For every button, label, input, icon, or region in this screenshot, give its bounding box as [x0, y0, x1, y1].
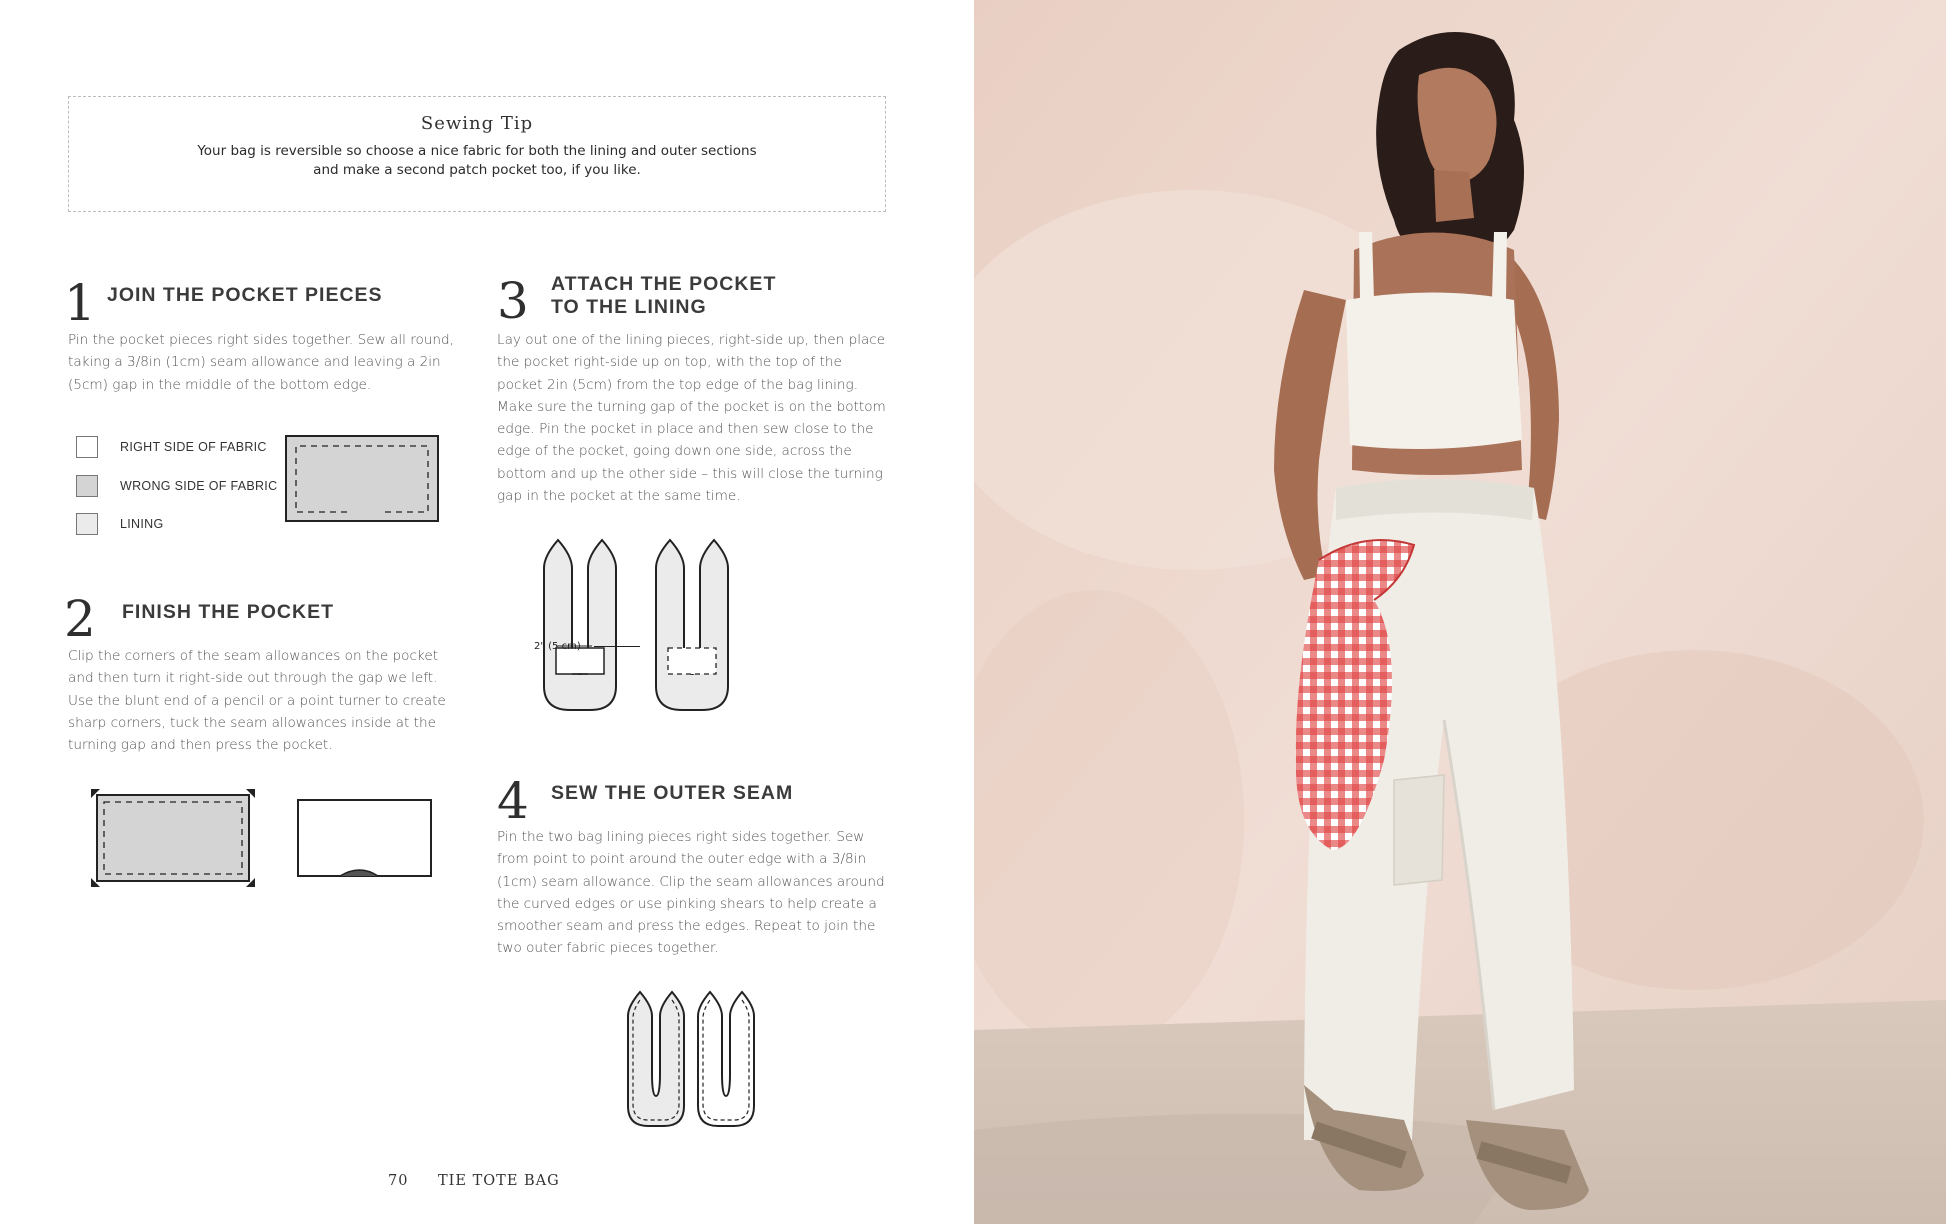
step-2-title: FINISH THE POCKET — [122, 601, 335, 623]
step-4-title: SEW THE OUTER SEAM — [551, 782, 794, 804]
step-3-title-line-2: TO THE LINING — [551, 296, 707, 318]
legend-label-right-side: RIGHT SIDE OF FABRIC — [120, 440, 267, 455]
sewing-tip-text: Your bag is reversible so choose a nice fabric for both the lining and outer sections and make a second patch pocket too, if you like. — [197, 143, 757, 178]
step-3-title — [551, 273, 776, 319]
step-4-text: Pin the two bag lining pieces right sides together. Sew from point to point around the outer edge with a 3/8in (1cm) seam allowance. Clip the seam allowances around the curved edges or use pinking shears to help create a smoother seam and press the edges. Repeat to join the two outer fabric pieces together. — [497, 829, 885, 957]
sewing-tip-title: Sewing Tip — [420, 113, 534, 134]
fabric-legend — [76, 428, 277, 544]
sewing-tip-box — [68, 96, 886, 212]
legend-row-right-side — [76, 428, 277, 467]
model-photo — [974, 0, 1946, 1224]
step-2-clipped-pocket-diagram — [88, 786, 260, 892]
running-title: TIE TOTE BAG — [438, 1173, 560, 1189]
step-2-number: 2 — [64, 590, 96, 648]
step-1-text: Pin the pocket pieces right sides together. Sew all round, taking a 3/8in (1cm) seam allowance and leaving a 2in (5cm) gap in the middle of the bottom edge. — [68, 332, 455, 393]
wrong-side-swatch — [76, 475, 98, 497]
page-number: 70 — [388, 1173, 409, 1189]
step-3-lining-diagram — [528, 536, 800, 714]
step-1-title: JOIN THE POCKET PIECES — [107, 284, 383, 306]
step-2-text: Clip the corners of the seam allowances on the pocket and then turn it right-side out through the gap we left. Use the blunt end of a pencil or a point turner to create sharp corners, tuck the seam allowances inside at the turning gap and then press the pocket. — [68, 648, 446, 754]
step-1-pocket-diagram — [284, 434, 442, 524]
step-3-title-line-1: ATTACH THE POCKET — [551, 273, 777, 295]
legend-row-lining — [76, 505, 277, 544]
step-2-turned-pocket-diagram — [296, 798, 434, 880]
step-4-number: 4 — [497, 772, 529, 830]
lining-swatch — [76, 513, 98, 535]
step-3-text: Lay out one of the lining pieces, right-side up, then place the pocket right-side up on top, with the top of the pocket 2in (5cm) from the top edge of the bag lining. Make sure the turning gap of the pocket is on the bottom edge. Pin the pocket in place and then sew close to the edge of the pocket, going down one side, across the bottom and up the other side – this will close the turning gap in the pocket at the same time. — [497, 332, 886, 505]
step-3-measure-label: 2" (5 cm) — [534, 641, 581, 652]
step-3-number: 3 — [497, 272, 529, 330]
legend-label-lining: LINING — [120, 517, 164, 532]
step-3-measure-line — [594, 646, 640, 647]
model-photo-illustration — [974, 0, 1946, 1224]
legend-label-wrong-side: WRONG SIDE OF FABRIC — [120, 478, 278, 493]
step-4-outer-seam-diagram — [612, 988, 772, 1130]
legend-row-wrong-side — [76, 467, 277, 506]
step-1-number: 1 — [64, 274, 96, 332]
right-side-swatch — [76, 436, 98, 458]
